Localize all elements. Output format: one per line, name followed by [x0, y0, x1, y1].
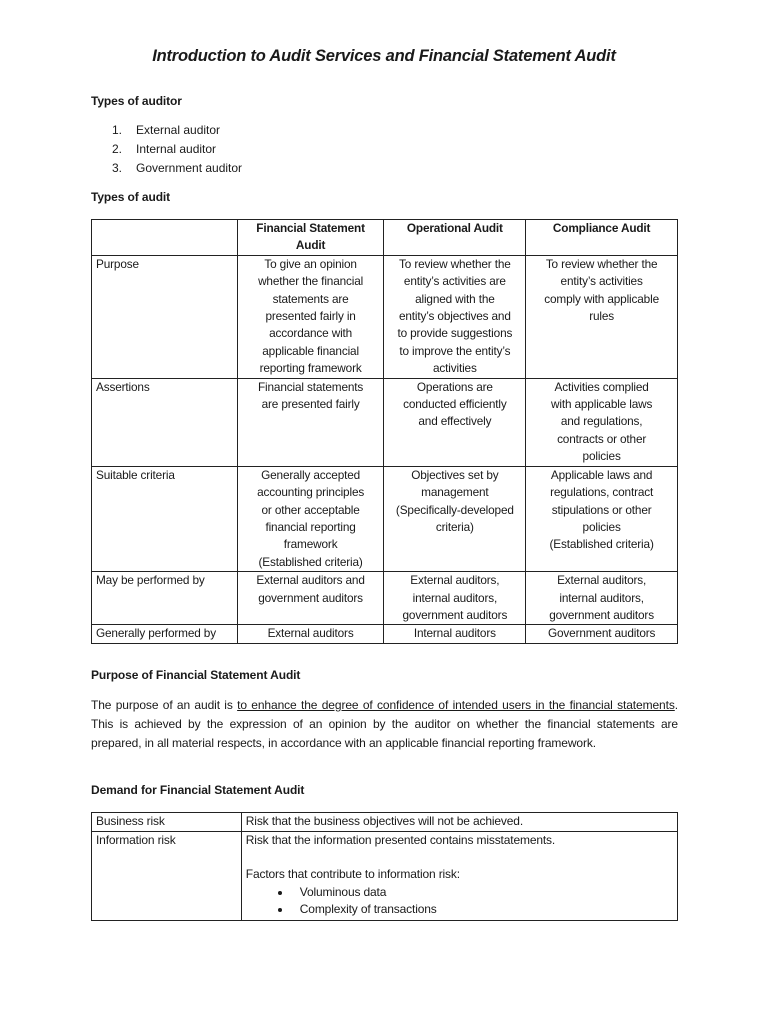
row-label: Business risk: [92, 813, 242, 832]
list-item-text: Government auditor: [136, 161, 243, 175]
page-title: Introduction to Audit Services and Financial Statement Audit: [152, 47, 616, 65]
demand-heading: Demand for Financial Statement Audit: [91, 783, 305, 797]
header-cell: Financial Statement Audit: [237, 220, 384, 256]
row-label: May be performed by: [92, 572, 238, 625]
table-row: [92, 255, 678, 378]
header-cell: Operational Audit: [384, 220, 526, 256]
list-item: 1. External auditor: [112, 123, 221, 137]
table-cell: External auditors, internal auditors, government auditors: [384, 572, 526, 625]
table-cell: To review whether the entity’s activities are aligned with the entity’s objectives and to provide suggestions to improve the entity’s activities: [384, 255, 526, 378]
cell-text: Risk that the information presented contains misstatements.: [245, 832, 556, 847]
table-cell: External auditors, internal auditors, government auditors: [526, 572, 678, 625]
list-item: • Complexity of transactions: [292, 901, 673, 919]
list-item: 2. Internal auditor: [112, 142, 217, 156]
row-label: Suitable criteria: [92, 466, 238, 571]
table-header-row: [92, 220, 678, 256]
table-row: [92, 466, 678, 571]
demand-table: [91, 812, 678, 921]
row-label: Generally performed by: [92, 625, 238, 643]
table-cell: Objectives set by management (Specifically-developed criteria): [384, 466, 526, 571]
list-item-text: Internal auditor: [136, 142, 217, 156]
table-row: [92, 378, 678, 466]
table-cell: To review whether the entity’s activities comply with applicable rules: [526, 255, 678, 378]
list-item: 3. Government auditor: [112, 161, 243, 175]
table-cell: [241, 831, 677, 920]
table-cell: Operations are conducted efficiently and effectively: [384, 378, 526, 466]
table-row: [92, 813, 678, 832]
list-item-text: External auditor: [136, 123, 221, 137]
table-cell: Generally accepted accounting principles or other acceptable financial reporting framework (Established criteria): [237, 466, 384, 571]
audit-types-table: [91, 219, 678, 644]
table-row: [92, 625, 678, 643]
table-cell: Government auditors: [526, 625, 678, 643]
audit-types-heading: Types of audit: [91, 190, 171, 204]
list-item: • Voluminous data: [292, 884, 673, 902]
row-label: Assertions: [92, 378, 238, 466]
underlined-text: to enhance the degree of confidence of intended users in the financial statements: [237, 698, 675, 712]
table-cell: Internal auditors: [384, 625, 526, 643]
table-cell: External auditors: [237, 625, 384, 643]
table-cell: Risk that the business objectives will not be achieved.: [241, 813, 677, 832]
row-label: Information risk: [92, 831, 242, 920]
table-row: [92, 572, 678, 625]
factors-list: [246, 884, 673, 919]
table-cell: Financial statements are presented fairly: [237, 378, 384, 466]
table-row: [92, 831, 678, 920]
purpose-paragraph: [91, 696, 678, 753]
cell-text: Factors that contribute to information risk:: [245, 867, 460, 881]
auditor-types-heading: Types of auditor: [91, 94, 182, 108]
header-cell: [92, 220, 238, 256]
table-cell: External auditors and government auditors: [237, 572, 384, 625]
paragraph-text: . This is achieved by the expression of an opinion by the auditor on whether the financial statements are prepared, in all material respects, in accordance with an applicable financial reporting framework.: [91, 698, 679, 750]
paragraph-text: The purpose of an audit is: [91, 698, 238, 712]
purpose-heading: Purpose of Financial Statement Audit: [91, 668, 301, 682]
table-cell: Activities complied with applicable laws and regulations, contracts or other policies: [526, 378, 678, 466]
table-cell: Applicable laws and regulations, contract stipulations or other policies (Established criteria): [526, 466, 678, 571]
header-cell: Compliance Audit: [526, 220, 678, 256]
table-cell: To give an opinion whether the financial statements are presented fairly in accordance with applicable financial reporting framework: [237, 255, 384, 378]
row-label: Purpose: [92, 255, 238, 378]
